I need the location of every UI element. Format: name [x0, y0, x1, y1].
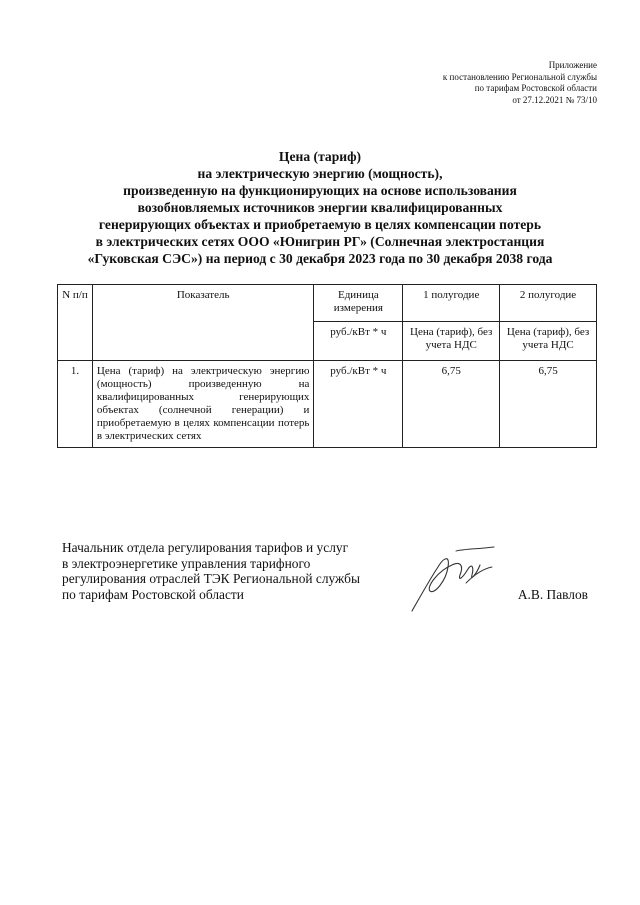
title-line: «Гуковская СЭС») на период с 30 декабря 2023 года по 30 декабря 2038 года — [87, 251, 553, 266]
subheader-half2: Цена (тариф), без учета НДС — [500, 322, 597, 361]
annex-line: Приложение — [548, 60, 597, 70]
subheader-half1: Цена (тариф), без учета НДС — [403, 322, 500, 361]
annex-line: по тарифам Ростовской области — [474, 83, 597, 93]
title-line: возобновляемых источников энергии квалифицированных — [137, 200, 503, 215]
title-line: произведенную на функционирующих на основе использования — [123, 183, 517, 198]
row-num: 1. — [58, 361, 93, 448]
header-unit: Единица измерения — [314, 285, 403, 322]
signatory-position — [62, 540, 360, 602]
header-half1: 1 полугодие — [403, 285, 500, 322]
table-row — [58, 361, 597, 448]
position-line: Начальник отдела регулирования тарифов и услуг — [62, 540, 349, 555]
tariff-table — [57, 284, 597, 448]
row-indicator: Цена (тариф) на электрическую энергию (мощность) произведенную на квалифицированных генерирующих объектах (солнечной генерации) и приобретаемую в целях компенсации потерь в электрических сетях — [92, 361, 314, 448]
position-line: по тарифам Ростовской области — [62, 586, 244, 602]
header-indicator: Показатель — [92, 285, 314, 361]
position-line: в электроэнергетике управления тарифного — [62, 555, 311, 571]
header-half2: 2 полугодие — [500, 285, 597, 322]
title-line: на электрическую энергию (мощность), — [197, 166, 443, 181]
row-unit: руб./кВт * ч — [314, 361, 403, 448]
position-line: регулирования отраслей ТЭК Региональной службы — [62, 571, 360, 586]
signer-name: А.В. Павлов — [517, 587, 588, 602]
annex-line: от 27.12.2021 № 73/10 — [512, 94, 597, 105]
document-title — [40, 148, 600, 267]
title-line: Цена (тариф) — [278, 149, 362, 164]
title-line: генерирующих объектах и приобретаемую в целях компенсации потерь — [98, 217, 542, 232]
table-header-row — [58, 285, 597, 322]
annex-line: к постановлению Региональной службы — [442, 71, 597, 82]
title-line: в электрических сетях ООО «Юнигрин РГ» (Солнечная электростанция — [95, 234, 545, 249]
annex-header — [443, 60, 597, 106]
handwritten-signature — [408, 545, 503, 620]
row-half1: 6,75 — [403, 361, 500, 448]
header-num: N п/п — [58, 285, 93, 361]
row-half2: 6,75 — [500, 361, 597, 448]
subheader-unit: руб./кВт * ч — [314, 322, 403, 361]
